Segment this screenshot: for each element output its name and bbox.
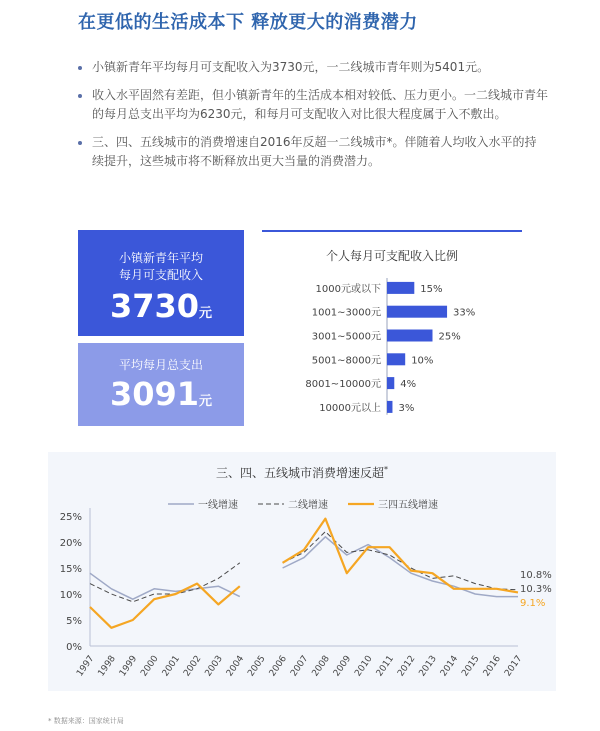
bullet-dot-icon [78,66,82,70]
bar-category-label: 3001~5000元 [311,331,381,343]
bullet-text: 收入水平固然有差距，但小镇新青年的生活成本相对较低、压力更小。一二线城市青年的每月总支出平均为6230元，和每月可支配收入对比很大程度属于入不敷出。 [92,88,549,121]
x-tick-label: 2010 [353,653,375,679]
bullet-item [78,58,548,77]
line-chart-svg [48,452,556,691]
income-stat-unit: 元 [199,306,213,321]
series-line [283,537,518,597]
bullet-dot-icon [78,141,82,145]
income-stat-label-2: 每月可支配收入 [118,268,203,282]
x-tick-label: 1998 [96,653,118,679]
page-title: 在更低的生活成本下 释放更大的消费潜力 [78,12,418,33]
line-chart-title: 三、四、五线城市消费增速反超* [215,465,388,480]
x-tick-label: 2017 [503,653,525,679]
x-tick-label: 2014 [438,653,461,679]
bar-category-label: 1000元或以下 [315,283,381,295]
x-tick-label: 2016 [481,653,504,679]
x-tick-label: 2006 [267,653,290,679]
x-tick-label: 2008 [310,653,332,679]
x-tick-label: 2011 [374,653,397,679]
x-tick-label: 2004 [224,653,247,679]
bar-category-label: 1001~3000元 [311,307,381,319]
income-distribution-chart [262,230,522,430]
bar-value-label: 25% [438,331,461,343]
bar-chart-svg [262,230,522,430]
y-tick-label: 0% [66,642,82,653]
bar [387,330,433,342]
bullet-list [78,58,548,180]
legend-label: 二线增速 [288,500,328,511]
x-tick-label: 1997 [75,653,97,679]
y-tick-label: 20% [59,538,82,549]
series-end-label: 9.1% [520,598,546,609]
income-stat-value: 3730 [109,287,200,325]
income-stat-value-row [78,288,244,324]
x-tick-label: 2015 [460,653,482,679]
source-note: * 数据来源：国家统计局 [48,717,124,725]
y-tick-label: 15% [59,564,82,575]
x-tick-label: 2009 [331,653,354,679]
y-tick-label: 25% [59,512,82,523]
series-end-label: 10.3% [520,584,552,595]
x-tick-label: 2001 [160,653,183,679]
bar-category-label: 5001~8000元 [311,355,381,367]
spending-stat-value: 3091 [109,375,200,413]
bar-value-label: 3% [398,402,415,414]
series-end-label: 10.8% [520,570,552,581]
legend-label: 一线增速 [198,500,238,511]
x-tick-label: 1999 [117,653,140,679]
consumption-growth-chart [48,452,556,691]
x-tick-label: 2005 [246,653,268,679]
spending-stat-card [78,343,244,426]
series-line [90,573,240,599]
bar [387,401,392,413]
spending-stat-value-row [78,376,244,412]
x-tick-label: 2013 [417,653,439,679]
x-tick-label: 2012 [396,653,418,679]
bar-category-label: 8001~10000元 [305,379,381,391]
series-line [283,532,518,590]
bar-value-label: 4% [400,379,417,391]
spending-stat-unit: 元 [199,394,213,409]
bullet-text: 三、四、五线城市的消费增速自2016年反超一二线城市*。伴随着人均收入水平的持续提升，这些城市将不断释放出更大当量的消费潜力。 [92,135,537,168]
bar-chart-title: 个人每月可支配收入比例 [325,249,458,263]
series-line [283,519,518,593]
x-tick-label: 2003 [203,653,225,679]
income-stat-label-1: 小镇新青年平均 [118,251,203,265]
bullet-item [78,133,548,171]
bullet-item [78,86,548,124]
bar-value-label: 33% [453,307,476,319]
spending-stat-label: 平均每月总支出 [118,358,203,372]
x-tick-label: 2002 [182,653,204,679]
income-stat-card [78,230,244,336]
bullet-dot-icon [78,94,82,98]
bar-value-label: 15% [420,283,443,295]
legend-item [168,498,238,511]
bar-value-label: 10% [411,355,434,367]
bar [387,377,394,389]
x-tick-label: 2000 [139,653,161,679]
legend-label: 三四五线增速 [378,500,438,511]
y-tick-label: 10% [59,590,82,601]
x-tick-label: 2007 [289,653,311,679]
bar-category-label: 10000元以上 [319,402,381,414]
legend-item [348,498,438,511]
bullet-text: 小镇新青年平均每月可支配收入为3730元，一二线城市青年则为5401元。 [92,60,490,74]
bar [387,282,414,294]
y-tick-label: 5% [66,616,82,627]
legend-item [258,498,328,511]
bar [387,353,405,365]
bar [387,306,447,318]
